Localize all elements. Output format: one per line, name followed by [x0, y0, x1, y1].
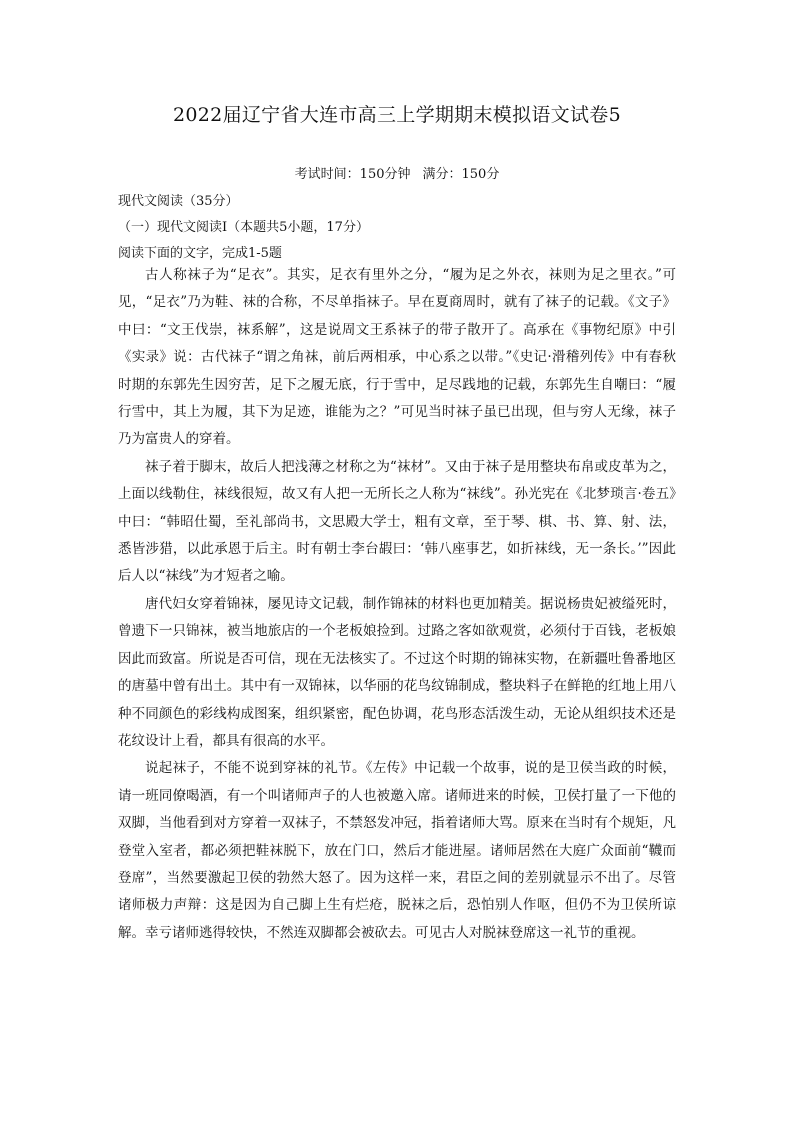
paragraph-1: 古人称袜子为“足衣”。其实，足衣有里外之分，“履为足之外衣，袜则为足之里衣。”可见，“足衣”乃为鞋、袜的合称，不尽单指袜子。早在夏商周时，就有了袜子的记载。《文子》中曰：“文王伐崇，袜系解”，这是说周文王系袜子的带子散开了。高承在《事物纪原》中引《实录》说：古代袜子“谓之角袜，前后两相承，中心系之以带。”《史记·滑稽列传》中有春秋时期的东郭先生因穷苦，足下之履无底，行于雪中，足尽践地的记载，东郭先生自嘲曰：“履行雪中，其上为履，其下为足迹，谁能为之？”可见当时袜子虽已出现，但与穷人无缘，袜子乃为富贵人的穿着。	[118, 267, 676, 448]
exam-title: 2022届辽宁省大连市高三上学期期末模拟语文试卷5	[173, 104, 621, 126]
paragraph-3: 唐代妇女穿着锦袜，屡见诗文记载，制作锦袜的材料也更加精美。据说杨贵妃被缢死时，曾遗下一只锦袜，被当地旅店的一个老板娘捡到。过路之客如欲观赏，必须付于百钱，老板娘因此而致富。所说是否可信，现在无法核实了。不过这个时期的锦袜实物，在新疆吐鲁番地区的唐墓中曾有出土。其中有一双锦袜，以华丽的花鸟纹锦制成，整块料子在鲜艳的红地上用八种不同颜色的彩线构成图案，组织紧密，配色协调，花鸟形态活泼生动，无论从组织技术还是花纹设计上看，都具有很高的水平。	[118, 595, 676, 749]
paragraph-2: 袜子着于脚末，故后人把浅薄之材称之为“袜材”。又由于袜子是用整块布帛或皮革为之，上面以线勒住，袜线很短，故又有人把一无所长之人称为“袜线”。孙光宪在《北梦琐言·卷五》中曰：“韩昭仕蜀，至礼部尚书，文思殿大学士，粗有文章，至于琴、棋、书、算、射、法，悉皆涉猎，以此承恩于后主。时有朝士李台嘏曰：‘韩八座事艺，如折袜线，无一条长。’”因此后人以“袜线”为才短者之喻。	[118, 458, 676, 585]
subsection-heading: （一）现代文阅读Ⅰ（本题共5小题，17分）	[118, 220, 369, 235]
paragraph-4: 说起袜子，不能不说到穿袜的礼节。《左传》中记载一个故事，说的是卫侯当政的时候，请一班同僚喝酒，有一个叫诸师声子的人也被邀入席。诸师进来的时候，卫侯打量了一下他的双脚，当他看到对方穿着一双袜子，不禁怒发冲冠，指着诸师大骂。原来在当时有个规矩，凡登堂入室者，都必须把鞋袜脱下，放在门口，然后才能进屋。诸师居然在大庭广众面前“韈而登席”，当然要激起卫侯的勃然大怒了。因为这样一来，君臣之间的差别就显示不出了。尽管诸师极力声辩：这是因为自己脚上生有烂疮，脱袜之后，恐怕别人作呕，但仍不为卫侯所谅解。幸亏诸师逃得较快，不然连双脚都会被砍去。可见古人对脱袜登席这一礼节的重视。	[118, 760, 676, 941]
reading-instruction: 阅读下面的文字，完成1-5题	[118, 246, 282, 261]
exam-meta	[0, 163, 794, 182]
full-score: 满分：150分	[422, 167, 500, 182]
section-heading: 现代文阅读（35分）	[118, 194, 239, 209]
passage	[118, 262, 676, 947]
exam-time: 考试时间：150分钟	[294, 167, 411, 182]
